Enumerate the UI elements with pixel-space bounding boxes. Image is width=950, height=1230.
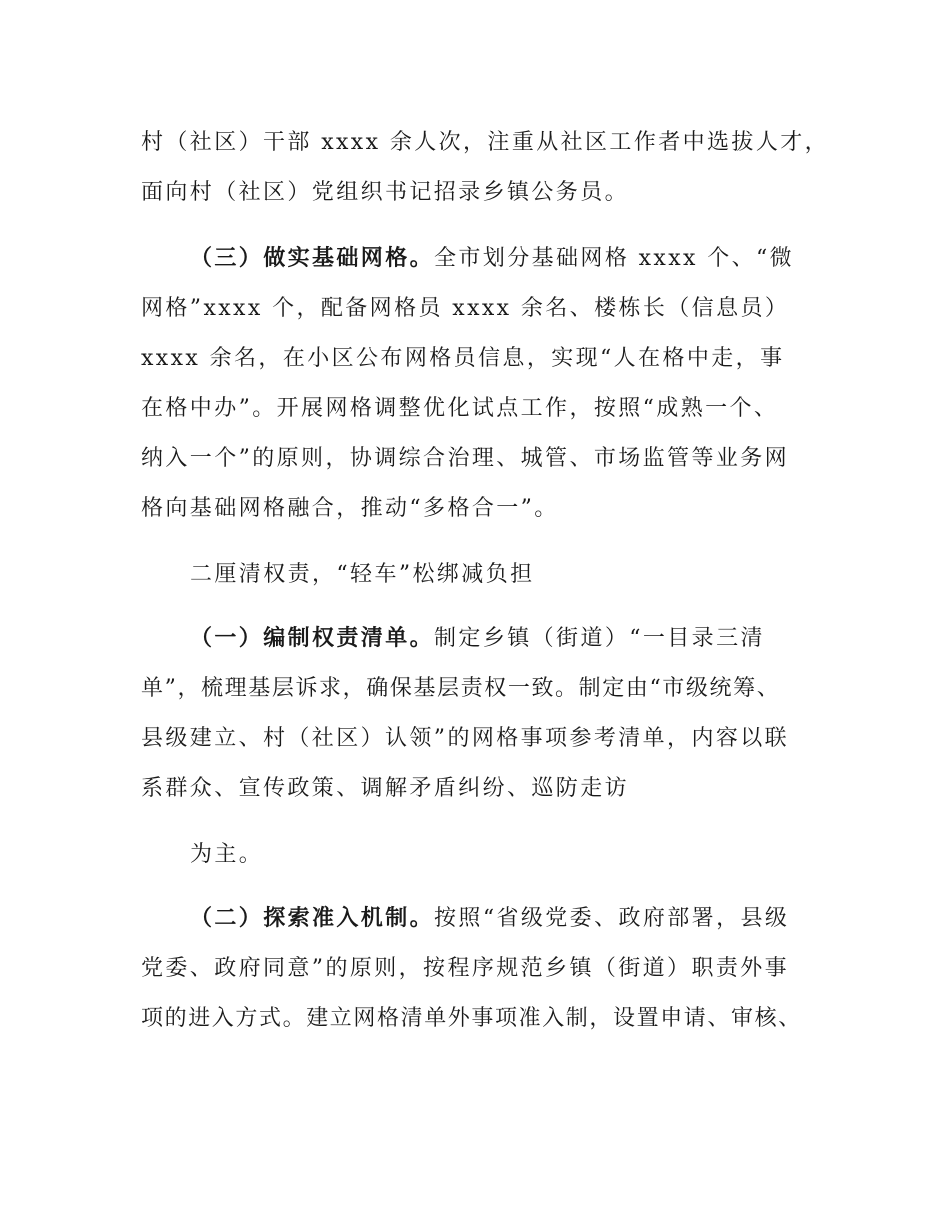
- chapter-two-title: 二厘清权责，“轻车”松绑减负担: [190, 562, 535, 587]
- section-three-text: 全市划分基础网格 xxxx 个、“微: [434, 246, 795, 271]
- section-one-text: 制定乡镇（街道）“一目录三清: [434, 626, 765, 651]
- section-two-heading: （二）探索准入机制。: [190, 906, 435, 931]
- section-three-heading: （三）做实基础网格。: [190, 246, 435, 271]
- section-two-first-line: [190, 904, 789, 934]
- section-two-text: 按照“省级党委、政府部署，县级: [434, 906, 790, 931]
- paragraph-line-2: 面向村（社区）党组织书记招录乡镇公务员。: [141, 180, 630, 205]
- paragraph-line-12: 党委、政府同意”的原则，按程序规范乡镇（街道）职责外事: [141, 956, 790, 981]
- paragraph-line-3: 网格”xxxx 个，配备网格员 xxxx 余名、楼栋长（信息员）: [141, 296, 790, 321]
- paragraph-line-11: 为主。: [190, 842, 264, 867]
- section-three-first-line: [190, 244, 794, 274]
- paragraph-line-6: 纳入一个”的原则，协调综合治理、城管、市场监管等业务网: [141, 446, 790, 471]
- paragraph-line-7: 格向基础网格融合，推动“多格合一”。: [141, 496, 559, 521]
- section-one-first-line: [190, 624, 765, 654]
- paragraph-line-9: 县级建立、村（社区）认领”的网格事项参考清单，内容以联: [141, 726, 790, 751]
- section-one-heading: （一）编制权责清单。: [190, 626, 435, 651]
- paragraph-line-5: 在格中办”。开展网格调整优化试点工作，按照“成熟一个、: [141, 396, 779, 421]
- paragraph-line-8: 单”，梳理基层诉求，确保基层责权一致。制定由“市级统筹、: [141, 676, 781, 701]
- paragraph-line-1: 村（社区）干部 xxxx 余人次，注重从社区工作者中选拔人才，: [141, 130, 830, 155]
- paragraph-line-13: 项的进入方式。建立网格清单外事项准入制，设置申请、审核、: [141, 1006, 802, 1031]
- paragraph-line-10: 系群众、宣传政策、调解矛盾纠纷、巡防走访: [141, 776, 630, 801]
- paragraph-line-4: xxxx 余名，在小区公布网格员信息，实现“人在格中走，事: [141, 346, 785, 371]
